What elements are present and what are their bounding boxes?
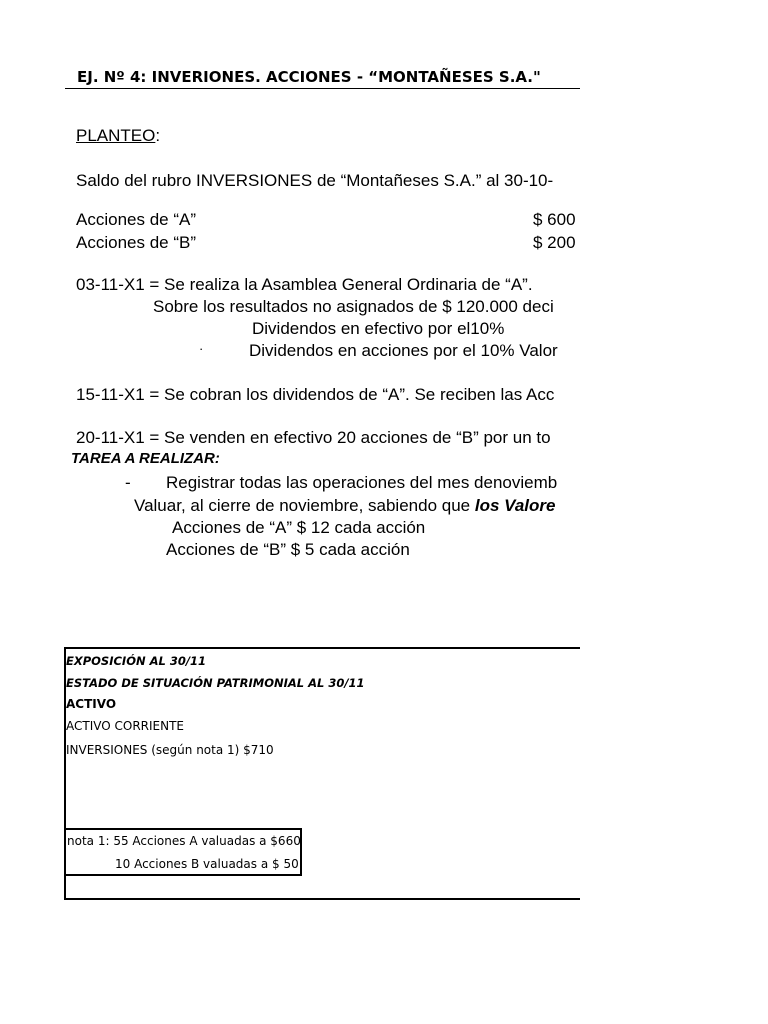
tarea-item2: [134, 496, 555, 516]
event3-line: 20-11-X1 = Se venden en efectivo 20 acciones de “B” por un to: [76, 428, 551, 447]
planteo-colon: :: [155, 126, 161, 145]
tarea-item2-prefix: Valuar, al cierre de noviembre, sabiendo que: [134, 496, 475, 515]
planteo-label: PLANTEO: [76, 126, 156, 145]
valor-a-line: Acciones de “A” $ 12 cada acción: [172, 518, 426, 537]
valor-b-line: Acciones de “B” $ 5 cada acción: [166, 540, 410, 559]
event1-line: 03-11-X1 = Se realiza la Asamblea General Ordinaria de “A”.: [76, 275, 533, 294]
tarea-heading: TAREA A REALIZAR:: [71, 450, 220, 467]
planteo-heading: [76, 126, 160, 146]
acciones-a-value: $ 600: [533, 210, 576, 229]
inversiones-line: INVERSIONES (según nota 1) $710: [66, 743, 274, 757]
event2-line: 15-11-X1 = Se cobran los dividendos de “A”. Se reciben las Acc: [76, 385, 555, 404]
tarea-dash: -: [125, 473, 131, 492]
event1-div-shares: Dividendos en acciones por el 10% Valor: [249, 341, 558, 360]
activo-heading: ACTIVO: [66, 697, 117, 711]
saldo-line: Saldo del rubro INVERSIONES de “Montañeses S.A.” al 30-10-: [76, 171, 554, 190]
document-title: EJ. Nº 4: INVERIONES. ACCIONES - “MONTAÑESES S.A.": [77, 68, 541, 86]
event1-div-cash: Dividendos en efectivo por el10%: [252, 319, 505, 338]
acciones-a-label: Acciones de “A”: [76, 210, 196, 229]
nota-line2: 10 Acciones B valuadas a $ 50: [115, 857, 299, 871]
tarea-item2-emph: los Valore: [474, 496, 556, 515]
tarea-item1: Registrar todas las operaciones del mes denoviemb: [166, 473, 558, 492]
event1-sub: Sobre los resultados no asignados de $ 120.000 deci: [153, 297, 554, 316]
acciones-b-label: Acciones de “B”: [76, 233, 196, 252]
event1-bullet: ·: [199, 341, 204, 356]
exposicion-title: EXPOSICIÓN AL 30/11: [66, 654, 207, 668]
acciones-b-value: $ 200: [533, 233, 576, 252]
title-underline-rule: [65, 88, 580, 89]
nota-line1: nota 1: 55 Acciones A valuadas a $660: [67, 834, 301, 848]
estado-situacion-title: ESTADO DE SITUACIÓN PATRIMONIAL AL 30/11: [66, 676, 365, 690]
activo-corriente-label: ACTIVO CORRIENTE: [66, 719, 185, 733]
